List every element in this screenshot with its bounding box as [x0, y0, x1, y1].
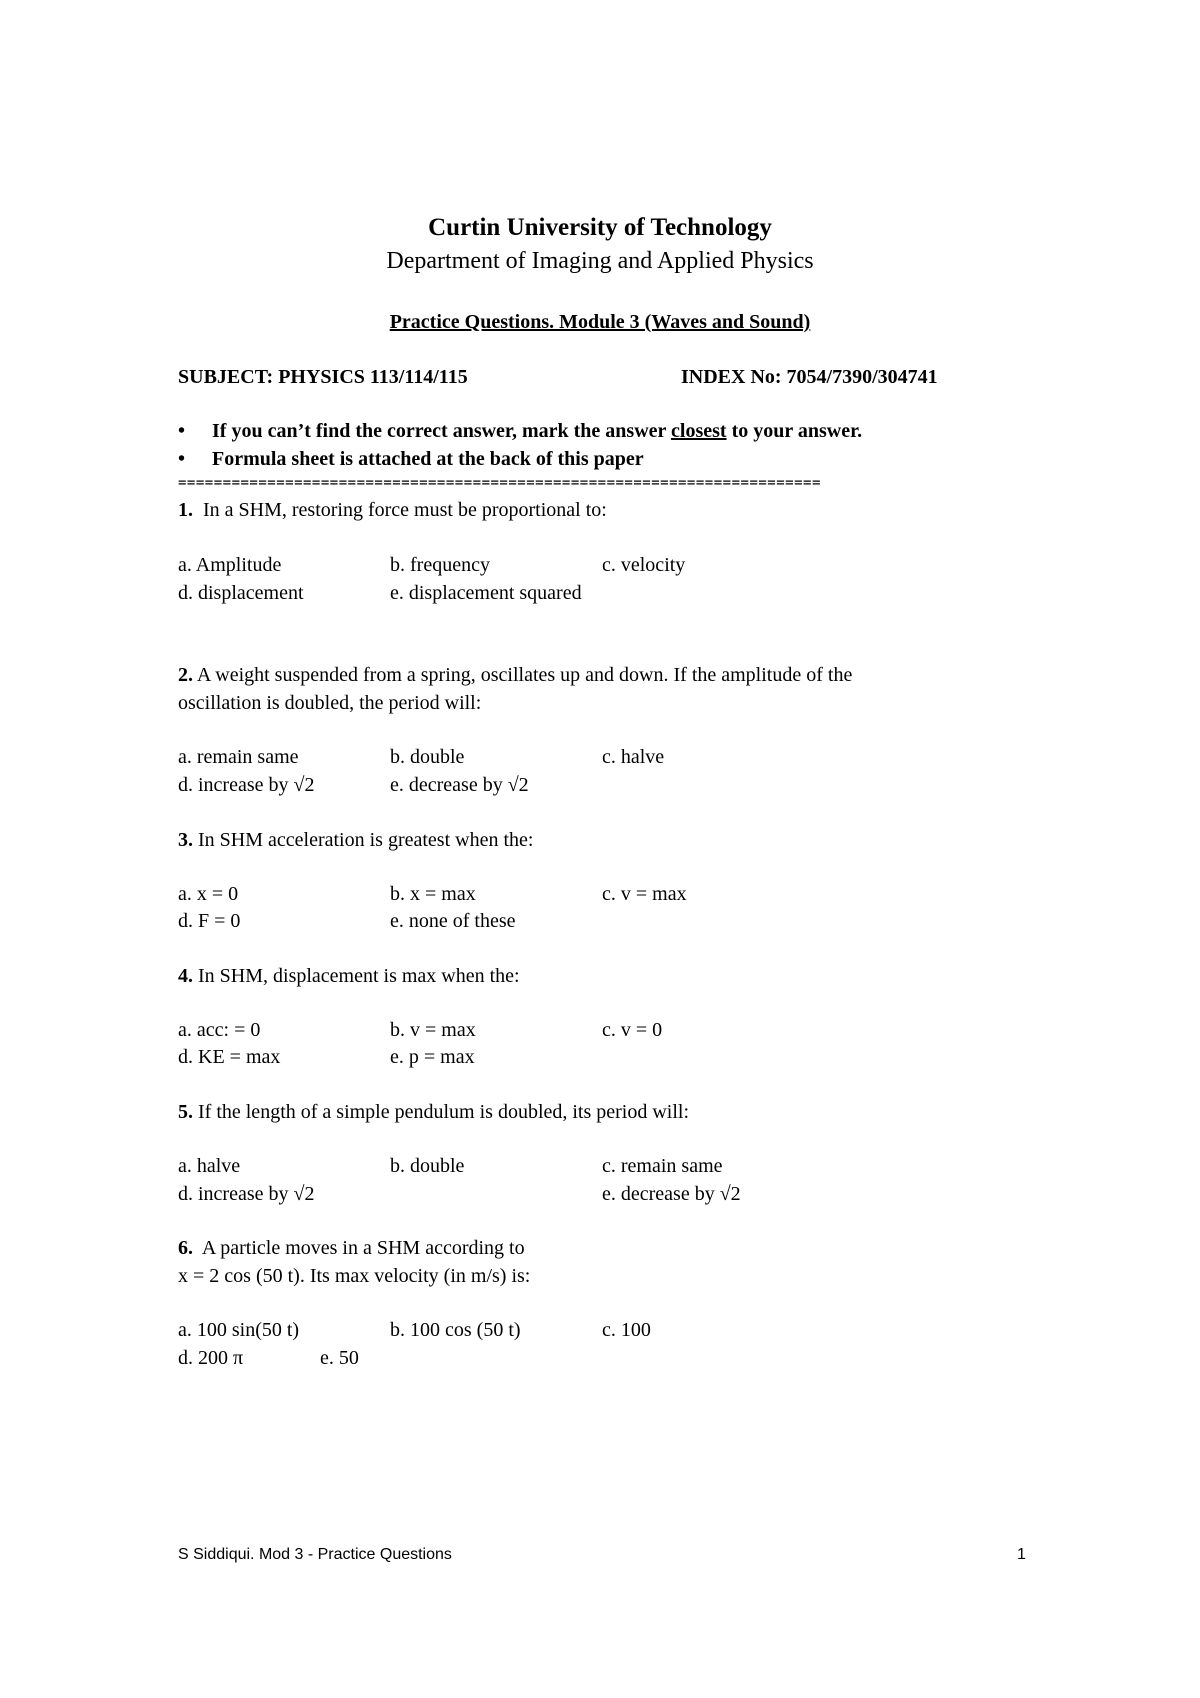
department-title: Department of Imaging and Applied Physics [386, 248, 814, 274]
option-d: d. increase by √2 [178, 774, 315, 796]
question-number: 2. [178, 664, 193, 686]
instruction-formula-sheet [178, 448, 644, 471]
instruction-text-post: to your answer. [726, 420, 863, 442]
option-e: e. displacement squared [390, 582, 582, 604]
option-a: a. halve [178, 1155, 241, 1177]
instruction-text: Formula sheet is attached at the back of this paper [212, 448, 644, 470]
question-1 [178, 499, 607, 522]
question-6 [178, 1237, 525, 1260]
instruction-closest [178, 420, 862, 443]
option-c: c. remain same [602, 1155, 723, 1177]
option-a: a. x = 0 [178, 883, 239, 905]
question-text: A weight suspended from a spring, oscillates up and down. If the amplitude of the [196, 664, 853, 686]
practice-title: Practice Questions. Module 3 (Waves and Sound) [389, 311, 811, 333]
instruction-text-pre: If you can’t find the correct answer, mark the answer [212, 420, 672, 442]
question-2-line-2: oscillation is doubled, the period will: [178, 692, 482, 714]
option-c: c. halve [602, 746, 665, 768]
option-e: e. 50 [320, 1347, 359, 1369]
option-d: d. F = 0 [178, 910, 241, 932]
question-text: If the length of a simple pendulum is doubled, its period will: [198, 1101, 690, 1123]
option-e: e. decrease by √2 [602, 1183, 741, 1205]
option-b: b. v = max [390, 1019, 476, 1041]
question-number: 4. [178, 965, 193, 987]
option-b: b. double [390, 1155, 465, 1177]
option-a: a. acc: = 0 [178, 1019, 261, 1041]
bullet-icon: • [178, 420, 186, 442]
option-e: e. p = max [390, 1046, 475, 1068]
question-text: In SHM, displacement is max when the: [198, 965, 520, 987]
question-2 [178, 664, 852, 687]
question-6-line-2: x = 2 cos (50 t). Its max velocity (in m/s) is: [178, 1265, 531, 1287]
option-b: b. x = max [390, 883, 476, 905]
option-d: d. increase by √2 [178, 1183, 315, 1205]
option-c: c. velocity [602, 554, 686, 576]
question-text: In a SHM, restoring force must be proportional to: [203, 499, 607, 521]
option-d: d. 200 π [178, 1347, 244, 1369]
question-number: 3. [178, 829, 193, 851]
index-line: INDEX No: 7054/7390/304741 [681, 366, 938, 388]
option-c: c. 100 [602, 1319, 651, 1341]
option-a: a. remain same [178, 746, 299, 768]
university-title: Curtin University of Technology [428, 214, 772, 241]
option-e: e. none of these [390, 910, 516, 932]
option-c: c. v = max [602, 883, 687, 905]
subject-line: SUBJECT: PHYSICS 113/114/115 [178, 366, 468, 388]
option-e: e. decrease by √2 [390, 774, 529, 796]
instruction-emphasis: closest [671, 420, 727, 442]
question-4 [178, 965, 520, 988]
option-a: a. 100 sin(50 t) [178, 1319, 300, 1341]
footer-text: S Siddiqui. Mod 3 - Practice Questions [178, 1546, 452, 1563]
option-d: d. KE = max [178, 1046, 281, 1068]
option-a: a. Amplitude [178, 554, 282, 576]
question-text: In SHM acceleration is greatest when the: [198, 829, 534, 851]
option-d: d. displacement [178, 582, 304, 604]
question-number: 5. [178, 1101, 193, 1123]
question-number: 6. [178, 1237, 193, 1259]
page-number: 1 [1017, 1546, 1026, 1563]
question-5 [178, 1101, 689, 1124]
option-b: b. double [390, 746, 465, 768]
option-b: b. 100 cos (50 t) [390, 1319, 521, 1341]
question-3 [178, 829, 533, 852]
bullet-icon: • [178, 448, 186, 470]
question-number: 1. [178, 499, 193, 521]
separator-line: ======================================================================== [178, 476, 821, 490]
option-c: c. v = 0 [602, 1019, 663, 1041]
question-text: A particle moves in a SHM according to [201, 1237, 525, 1259]
option-b: b. frequency [390, 554, 490, 576]
